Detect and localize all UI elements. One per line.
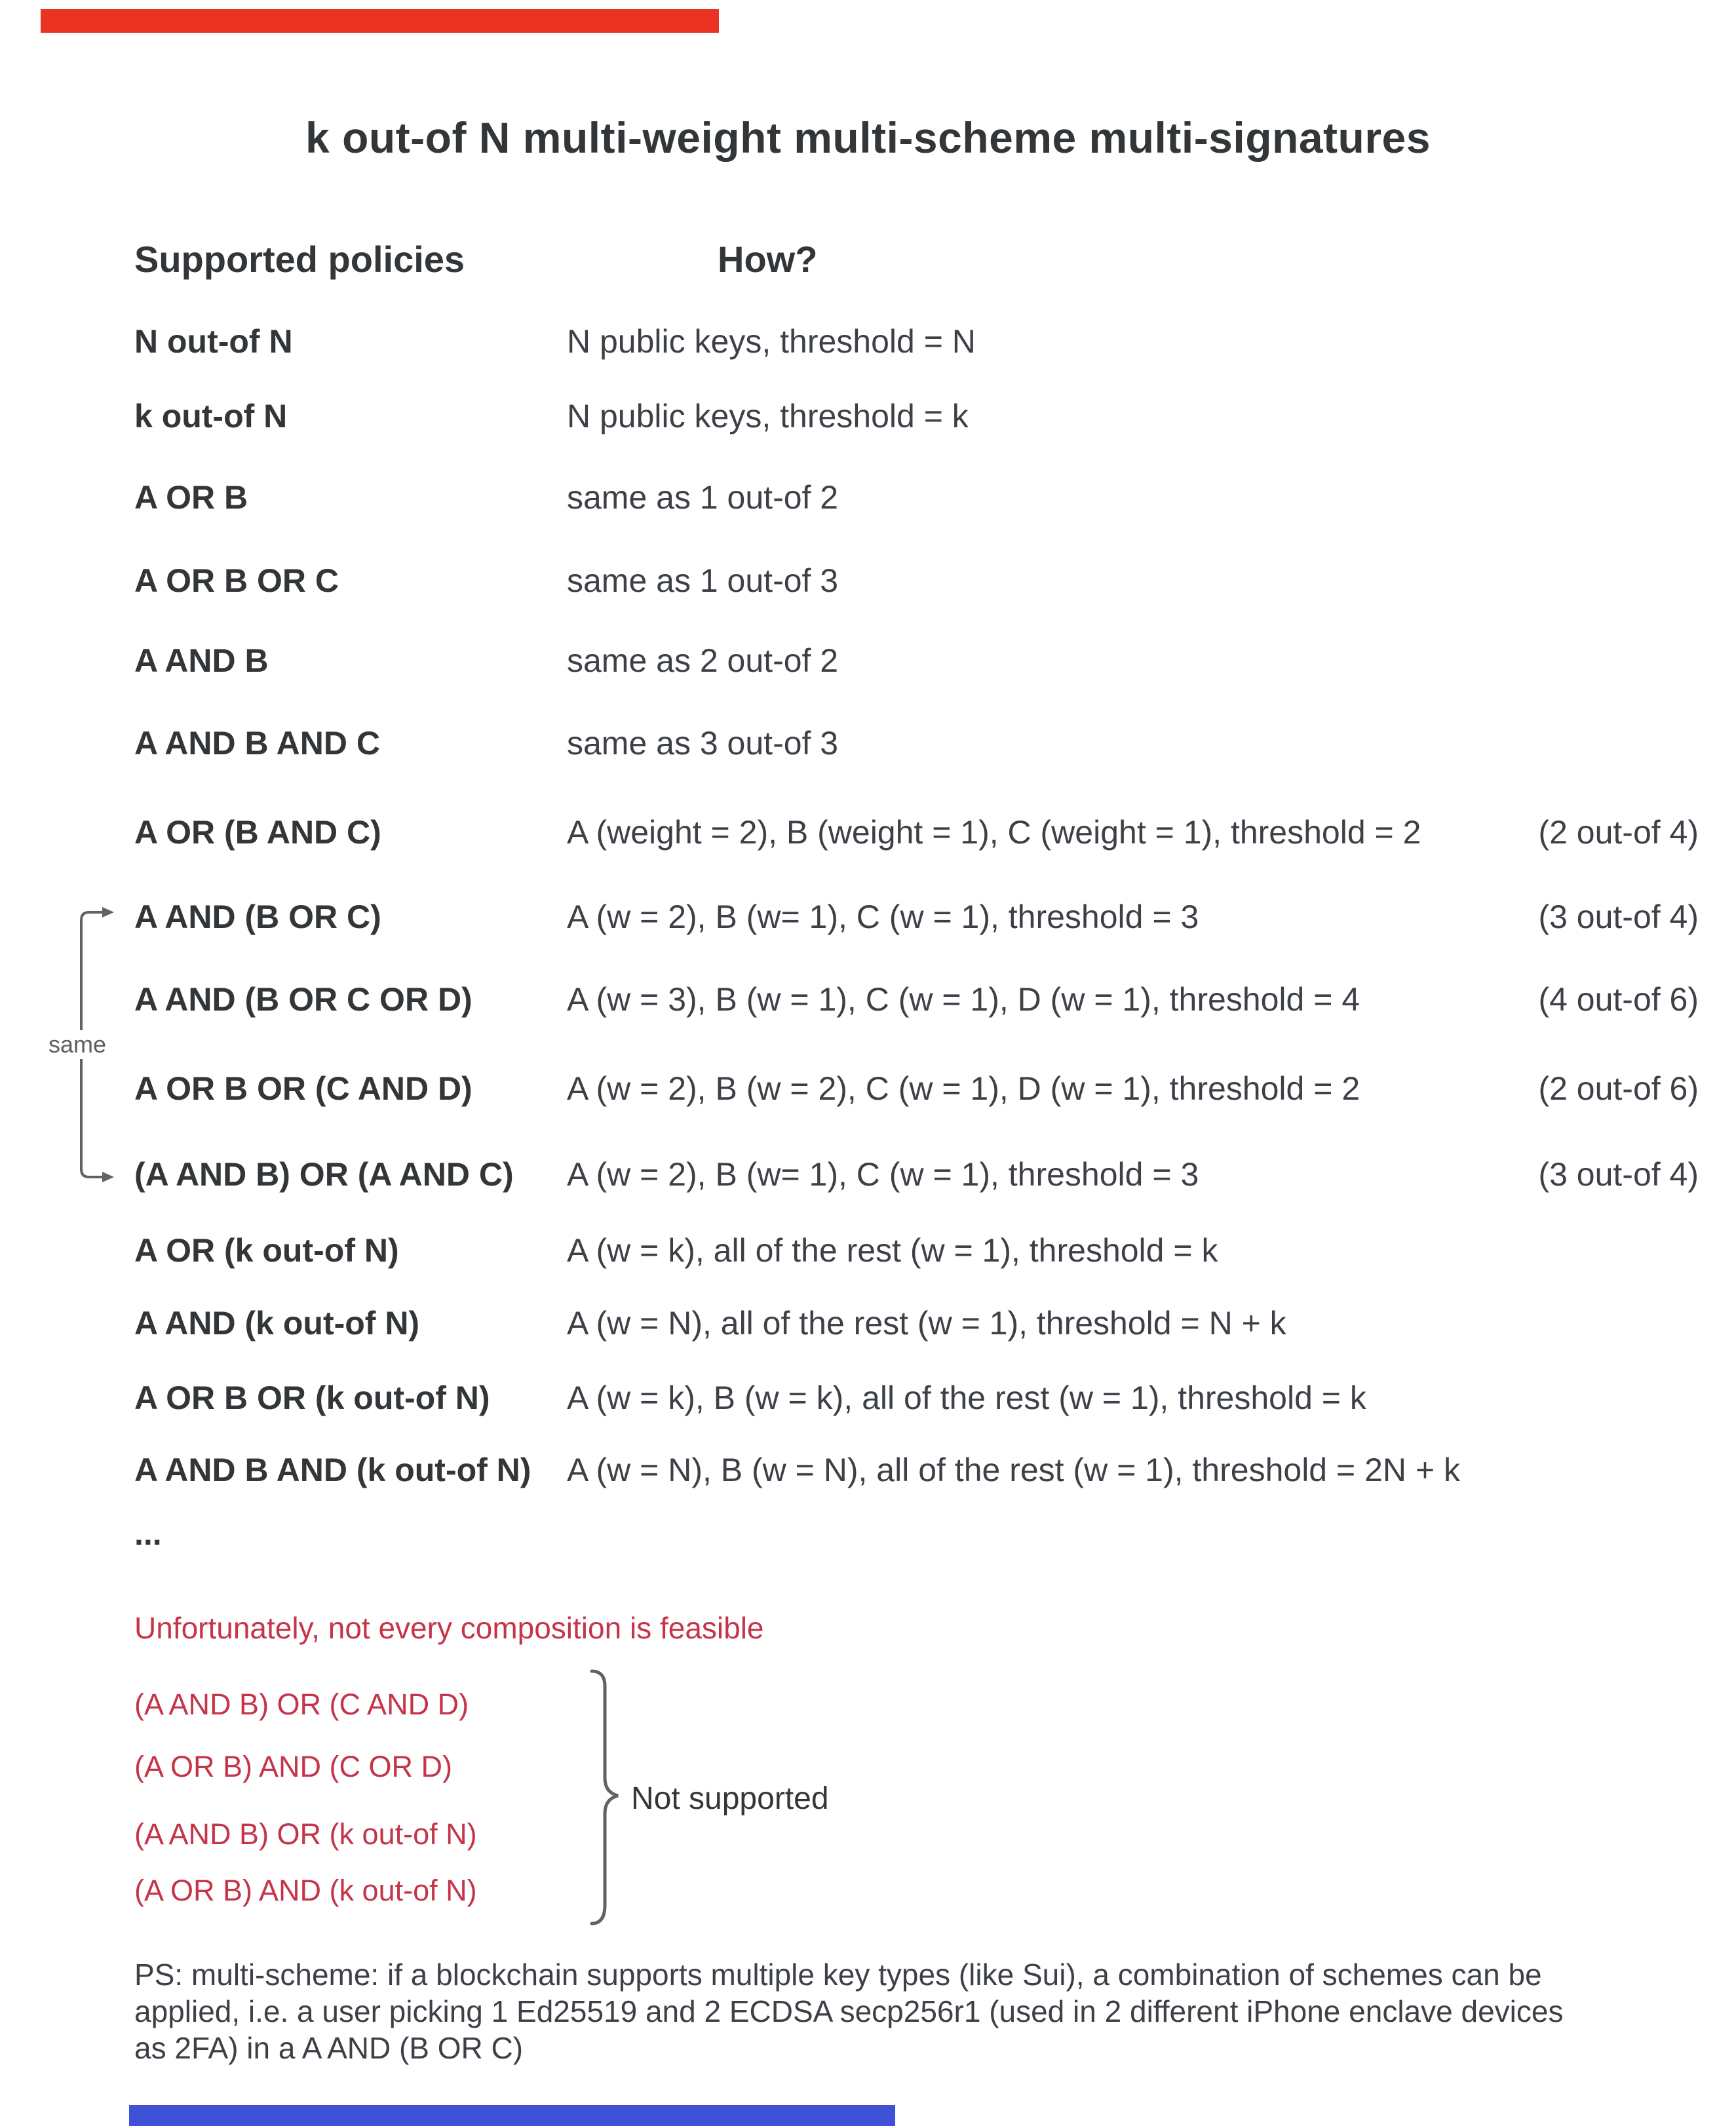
- how-cell: A (w = N), all of the rest (w = 1), threshold = N + k: [567, 1305, 1286, 1342]
- table-row: [134, 897, 1699, 937]
- how-cell: same as 1 out-of 3: [567, 562, 839, 599]
- policy-cell: A AND (B OR C): [134, 899, 381, 935]
- table-row: [134, 1231, 1699, 1270]
- policy-table: [134, 0, 1699, 2126]
- policy-cell: A AND B AND C: [134, 725, 380, 762]
- how-cell: A (weight = 2), B (weight = 1), C (weight = 1), threshold = 2: [567, 814, 1421, 851]
- table-row: [134, 1378, 1699, 1418]
- ps-note-line: as 2FA) in a A AND (B OR C): [134, 2031, 524, 2065]
- equivalence-note: (4 out-of 6): [1538, 981, 1699, 1018]
- table-ellipsis-row: [134, 1514, 1699, 1553]
- equivalence-note: (3 out-of 4): [1538, 1156, 1699, 1193]
- table-row: [134, 478, 1699, 517]
- policy-cell: A AND B: [134, 642, 269, 679]
- policy-cell: (A AND B) OR (A AND C): [134, 1156, 514, 1193]
- table-row: [134, 561, 1699, 600]
- equivalence-note: (3 out-of 4): [1538, 899, 1699, 935]
- table-row: [134, 813, 1699, 852]
- how-cell: same as 2 out-of 2: [567, 642, 839, 679]
- ps-note-line: applied, i.e. a user picking 1 Ed25519 and 2 ECDSA secp256r1 (used in 2 different iPhone enclave devices: [134, 1994, 1564, 2028]
- arrowhead-top-icon: [102, 907, 114, 918]
- how-cell: A (w = N), B (w = N), all of the rest (w = 1), threshold = 2N + k: [567, 1452, 1460, 1488]
- table-row: [134, 1450, 1699, 1490]
- how-cell: same as 3 out-of 3: [567, 725, 839, 762]
- policy-cell: A AND B AND (k out-of N): [134, 1452, 531, 1488]
- table-row: [134, 1155, 1699, 1194]
- policy-cell: A OR B: [134, 479, 248, 516]
- equivalence-note: (2 out-of 6): [1538, 1070, 1699, 1107]
- policy-cell: A OR B OR (C AND D): [134, 1070, 473, 1107]
- how-cell: A (w = 2), B (w = 2), C (w = 1), D (w = 1), threshold = 2: [567, 1070, 1360, 1107]
- how-cell: A (w = k), all of the rest (w = 1), threshold = k: [567, 1232, 1218, 1269]
- column-header-supported-policies: Supported policies: [134, 239, 465, 280]
- arrowhead-bottom-icon: [102, 1172, 114, 1182]
- red-marker-bar: [41, 9, 719, 33]
- not-supported-label: Not supported: [631, 1781, 829, 1816]
- table-row: [134, 980, 1699, 1019]
- infeasible-item: (A OR B) AND (k out-of N): [134, 1874, 477, 1907]
- table-header-row: [134, 240, 1699, 279]
- infeasible-item: (A OR B) AND (C OR D): [134, 1750, 453, 1783]
- page-title: k out-of N multi-weight multi-scheme multi-signatures: [305, 113, 1431, 162]
- blue-marker-bar: [129, 2105, 895, 2126]
- how-cell: N public keys, threshold = N: [567, 323, 976, 360]
- policy-cell: A OR B OR (k out-of N): [134, 1380, 490, 1416]
- how-cell: A (w = k), B (w = k), all of the rest (w = 1), threshold = k: [567, 1380, 1366, 1416]
- same-label: same: [41, 1030, 113, 1059]
- table-row: [134, 641, 1699, 680]
- how-cell: A (w = 3), B (w = 1), C (w = 1), D (w = 1), threshold = 4: [567, 981, 1360, 1018]
- policy-cell: A OR (k out-of N): [134, 1232, 399, 1269]
- ps-note: [134, 1956, 1661, 2066]
- infeasible-item: (A AND B) OR (k out-of N): [134, 1817, 477, 1851]
- infeasible-item: (A AND B) OR (C AND D): [134, 1688, 469, 1721]
- policy-cell: N out-of N: [134, 323, 293, 360]
- ellipsis-text: ...: [134, 1515, 162, 1552]
- equivalence-note: (2 out-of 4): [1538, 814, 1699, 851]
- table-row: [134, 724, 1699, 763]
- how-cell: A (w = 2), B (w= 1), C (w = 1), threshold = 3: [567, 899, 1199, 935]
- policy-cell: A AND (k out-of N): [134, 1305, 420, 1342]
- curly-brace-icon: [585, 1668, 625, 1927]
- table-row: [134, 1304, 1699, 1343]
- ps-note-line: PS: multi-scheme: if a blockchain supports multiple key types (like Sui), a combination of schemes can be: [134, 1958, 1542, 1992]
- table-row: [134, 1069, 1699, 1108]
- table-row: [134, 396, 1699, 436]
- policy-cell: A OR B OR C: [134, 562, 339, 599]
- how-cell: N public keys, threshold = k: [567, 398, 969, 435]
- table-row: [134, 322, 1699, 361]
- policy-cell: k out-of N: [134, 398, 288, 435]
- policy-cell: A AND (B OR C OR D): [134, 981, 473, 1018]
- how-cell: A (w = 2), B (w= 1), C (w = 1), threshold = 3: [567, 1156, 1199, 1193]
- infeasible-headline: Unfortunately, not every composition is feasible: [134, 1611, 764, 1645]
- column-header-how: How?: [718, 239, 818, 280]
- how-cell: same as 1 out-of 2: [567, 479, 839, 516]
- policy-cell: A OR (B AND C): [134, 814, 381, 851]
